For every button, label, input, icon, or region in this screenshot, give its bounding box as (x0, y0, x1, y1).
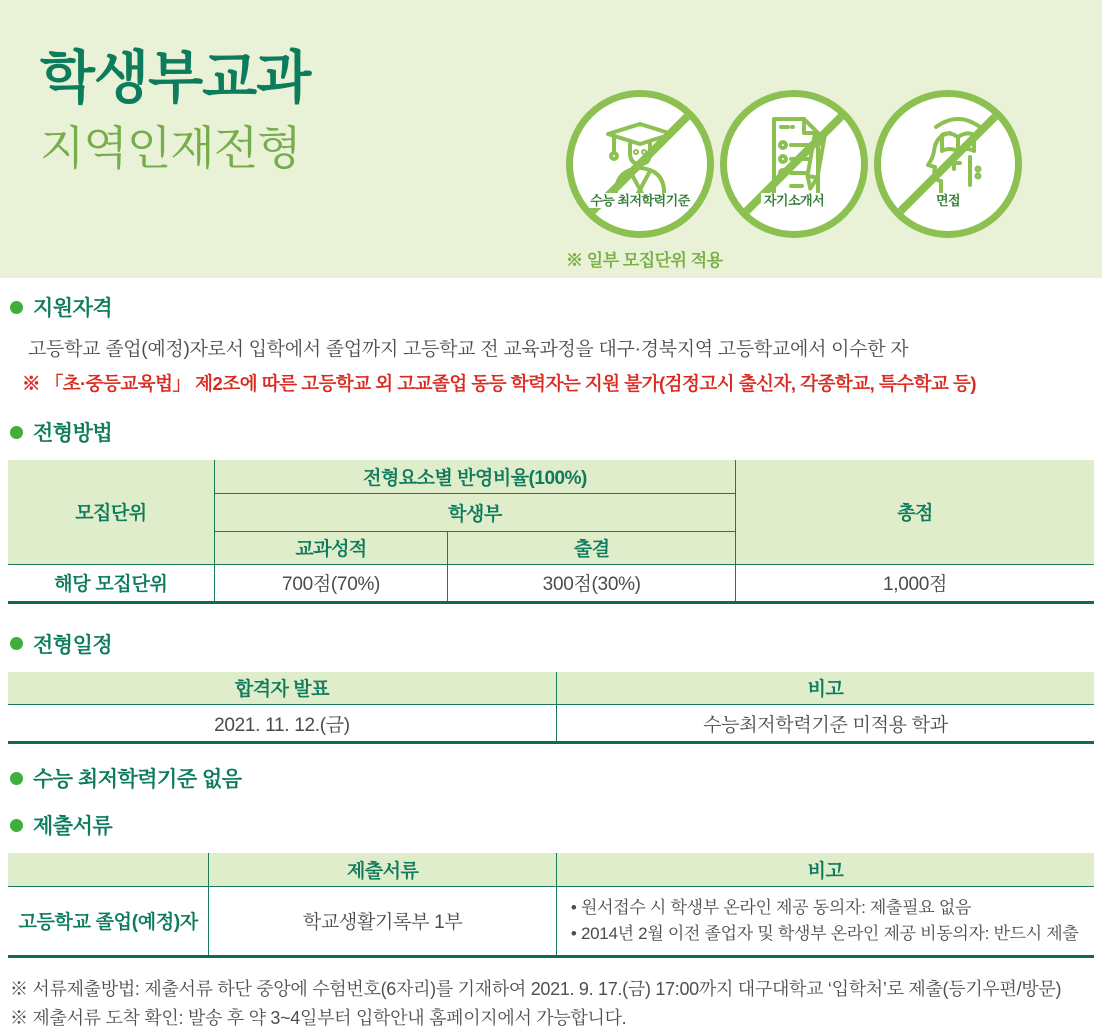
badge-label (727, 190, 861, 209)
section-heading-method (10, 417, 1094, 447)
badge-note: ※ 일부 모집단위 적용 (566, 251, 723, 270)
schedule-table (8, 672, 1094, 745)
table-row (8, 672, 1094, 705)
header-attendance: 출결 (448, 531, 736, 564)
header-ratio-group: 전형요소별 반영비율(100%) (214, 460, 735, 493)
header-school-record: 학생부 (214, 493, 735, 531)
header-total: 총점 (736, 460, 1094, 564)
cell-total: 1,000점 (736, 564, 1094, 602)
cell-attendance: 300점(30%) (448, 564, 736, 602)
list-item: • 2014년 2월 이전 졸업자 및 학생부 온라인 제공 비동의자: 반드시 제출 (571, 921, 1080, 947)
cell-announcement-date: 2021. 11. 12.(금) (8, 705, 556, 743)
bullet-dot-icon (10, 819, 23, 832)
bullet-dot-icon (10, 301, 23, 314)
banner (0, 0, 1102, 278)
eligibility-warning: ※ 「초·중등교육법」 제2조에 따른 고등학교 외 고교졸업 동등 학력자는 지원 불가(검정고시 출신자, 각종학교, 특수학교 등) (22, 373, 977, 394)
cell-grades: 700점(70%) (214, 564, 447, 602)
content (0, 292, 1102, 1034)
table-row (8, 460, 1094, 493)
badge-no-self-intro (720, 90, 868, 238)
section-title: 전형일정 (33, 633, 113, 657)
header-announcement: 합격자 발표 (8, 672, 556, 705)
footnotes (10, 975, 1094, 1033)
badge-label (573, 190, 707, 209)
badge-no-interview (874, 90, 1022, 238)
header-grades: 교과성적 (214, 531, 447, 564)
section-title: 지원자격 (33, 297, 113, 320)
bullet-dot-icon (10, 772, 23, 785)
bullet-dot-icon (10, 637, 23, 650)
cell-target: 고등학교 졸업(예정)자 (8, 886, 209, 957)
header-unit: 모집단위 (8, 460, 214, 564)
section-heading-minimum (10, 763, 1094, 793)
page-subtitle: 지역인재전형 (40, 122, 301, 174)
section-title: 수능 최저학력기준 없음 (33, 768, 242, 791)
badge-label-text: 면접 (933, 193, 963, 208)
badge-label (881, 190, 1015, 209)
cell-remarks (556, 886, 1094, 957)
table-row (8, 705, 1094, 743)
cell-unit: 해당 모집단위 (8, 564, 214, 602)
eligibility-body: 고등학교 졸업(예정)자로서 입학에서 졸업까지 고등학교 전 교육과정을 대구·경북지역 고등학교에서 이수한 자 (28, 339, 909, 360)
cell-remarks: 수능최저학력기준 미적용 학과 (556, 705, 1094, 743)
badge-group (566, 90, 1022, 238)
header-documents: 제출서류 (209, 853, 557, 886)
table-row (8, 853, 1094, 886)
section-heading-schedule (10, 629, 1094, 659)
badge-no-csat-minimum (566, 90, 714, 238)
footnote-arrival-check: ※ 제출서류 도착 확인: 발송 후 약 3~4일부터 입학안내 홈페이지에서 가능합니다. (10, 1008, 627, 1029)
documents-table (8, 853, 1094, 958)
badge-label-text: 자기소개서 (761, 193, 827, 208)
section-title: 제출서류 (33, 815, 113, 838)
table-row (8, 886, 1094, 957)
section-title: 전형방법 (33, 422, 113, 445)
badge-label-text: 수능 최저학력기준 (587, 193, 693, 208)
table-row (8, 564, 1094, 602)
header-blank (8, 853, 209, 886)
section-heading-documents (10, 810, 1094, 840)
list-item: • 원서접수 시 학생부 온라인 제공 동의자: 제출필요 없음 (571, 895, 1080, 921)
bullet-dot-icon (10, 426, 23, 439)
header-remarks: 비고 (556, 672, 1094, 705)
method-table (8, 460, 1094, 604)
cell-document: 학교생활기록부 1부 (209, 886, 557, 957)
footnote-submission-method: ※ 서류제출방법: 제출서류 하단 중앙에 수험번호(6자리)를 기재하여 2021. 9. 17.(금) 17:00까지 대구대학교 ‘입학처’로 제출(등기우편/방문) (10, 979, 1062, 1000)
header-remarks: 비고 (556, 853, 1094, 886)
section-heading-eligibility (10, 292, 1094, 322)
page-title: 학생부교과 (40, 46, 311, 110)
